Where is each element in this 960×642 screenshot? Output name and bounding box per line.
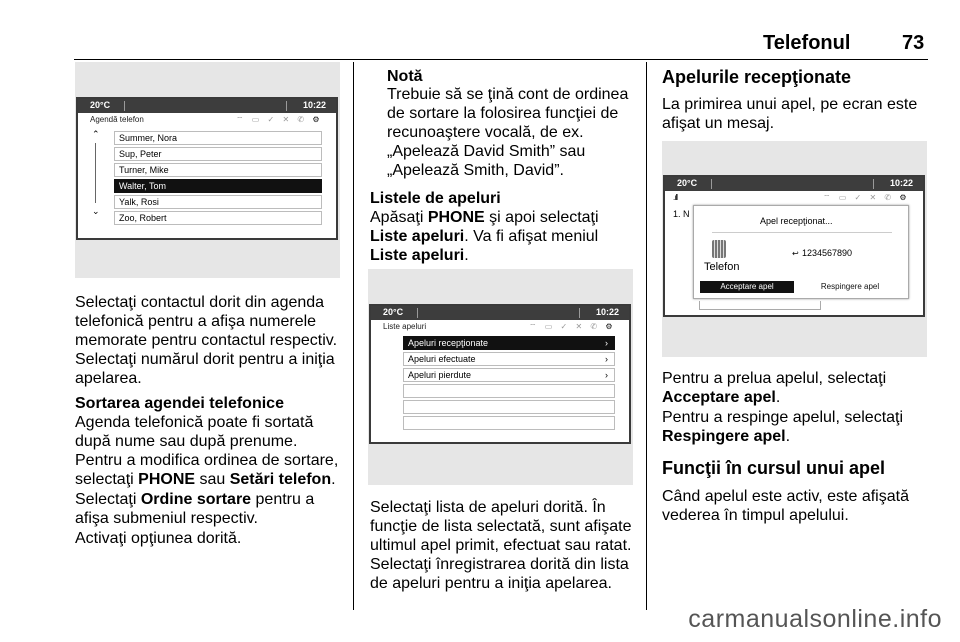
paragraph bbox=[370, 208, 638, 265]
text: Pentru a respinge apelul, selectaţi bbox=[662, 409, 904, 426]
screen-title: Agendă telefon bbox=[90, 115, 144, 124]
paragraph: Selectaţi înregistrarea dorită din lista de apeluri pentru a iniţia apelarea. bbox=[370, 556, 629, 592]
column-divider bbox=[353, 62, 354, 610]
temperature: 20°C bbox=[90, 100, 111, 110]
paragraph bbox=[662, 369, 924, 407]
clock: 10:22 bbox=[595, 307, 619, 317]
button-reference: Acceptare apel bbox=[662, 389, 776, 406]
clock: 10:22 bbox=[889, 178, 913, 188]
text: sau bbox=[195, 471, 230, 488]
note-title: Notă bbox=[387, 68, 423, 85]
text: Apăsaţi bbox=[370, 209, 428, 226]
text: şi apoi selectaţi bbox=[484, 209, 599, 226]
paragraph bbox=[75, 451, 345, 489]
phone-icon bbox=[712, 240, 726, 258]
empty-row bbox=[403, 384, 615, 398]
paragraph: Selectaţi contactul dorit din agenda telefonică pentru a afişa numerele memorate pentru contactul respectiv. bbox=[75, 294, 338, 349]
text: Pentru a modifica ordinea de sortare, selectaţi bbox=[75, 452, 339, 488]
scroll-down-icon[interactable]: ⌄ bbox=[92, 206, 100, 216]
contact-row[interactable]: Summer, Nora bbox=[114, 131, 322, 145]
list-row-stub bbox=[699, 301, 821, 310]
incoming-call-popup bbox=[693, 205, 909, 299]
menu-item-label: Liste apeluri bbox=[370, 228, 465, 245]
text: pentru a afişa submeniul respectiv. bbox=[75, 491, 315, 527]
contact-row[interactable]: Sup, Peter bbox=[114, 147, 322, 161]
call-list-item[interactable] bbox=[403, 352, 615, 366]
temperature: 20°C bbox=[383, 307, 404, 317]
phonebook-screen bbox=[76, 97, 338, 240]
paragraph: Selectaţi lista de apeluri dorită. În funcţie de lista selectată, sunt afişate ultimul apel primit, efectuat sau ratat. bbox=[370, 499, 632, 554]
incoming-call-screen bbox=[663, 175, 925, 317]
caller-number: 1234567890 bbox=[802, 248, 853, 258]
phone-key-label: PHONE bbox=[427, 209, 485, 226]
chevron-right-icon: › bbox=[605, 370, 608, 380]
signal-icon: .ıll bbox=[673, 193, 677, 202]
note-text: Trebuie să se ţină cont de ordinea de sortare la folosirea funcţiei de recunoaştere vocală, de ex. „Apelează David Smith” sau „Apelează Smith, David”. bbox=[387, 86, 629, 179]
text: Selectaţi bbox=[75, 491, 141, 508]
status-icons: ⌔ ▭ ✓ ✕ ✆ ⚙ bbox=[236, 115, 323, 124]
text: . bbox=[785, 428, 791, 445]
paragraph: Agenda telefonică poate fi sortată după nume sau după prenume. bbox=[75, 414, 314, 450]
call-list-label: Apeluri efectuate bbox=[408, 354, 476, 364]
page-number: 73 bbox=[902, 32, 925, 54]
subheading: Listele de apeluri bbox=[370, 190, 501, 207]
watermark: carmanualsonline.info bbox=[688, 605, 942, 633]
paragraph: La primirea unui apel, pe ecran este afişat un mesaj. bbox=[662, 96, 918, 132]
section-heading: Apelurile recepţionate bbox=[662, 67, 852, 87]
accept-call-button[interactable]: Acceptare apel bbox=[700, 281, 794, 293]
contact-row[interactable]: Turner, Mike bbox=[114, 163, 322, 177]
empty-row bbox=[403, 400, 615, 414]
text: Pentru a prelua apelul, selectaţi bbox=[662, 370, 887, 387]
column-divider bbox=[646, 62, 647, 610]
scroll-up-icon[interactable]: ⌃ bbox=[92, 129, 100, 139]
empty-row bbox=[403, 416, 615, 430]
call-list-label: Apeluri recepţionate bbox=[408, 338, 489, 348]
text: . bbox=[775, 389, 781, 406]
clock: 10:22 bbox=[302, 100, 326, 110]
button-reference: Respingere apel bbox=[662, 428, 786, 445]
temperature: 20°C bbox=[677, 178, 698, 188]
header-rule bbox=[74, 59, 928, 60]
paragraph bbox=[75, 490, 340, 528]
contact-row[interactable]: Zoo, Robert bbox=[114, 211, 322, 225]
call-list-label: Apeluri pierdute bbox=[408, 370, 472, 380]
call-list-item[interactable] bbox=[403, 336, 615, 350]
phone-label: Telefon bbox=[704, 261, 740, 273]
incoming-call-icon: ↩ bbox=[792, 249, 799, 258]
call-lists-screen bbox=[369, 304, 631, 444]
text: . bbox=[464, 247, 469, 264]
contact-row[interactable]: Yalk, Rosi bbox=[114, 195, 322, 209]
call-list-prefix: 1. N bbox=[673, 209, 690, 219]
screen-title: Liste apeluri bbox=[383, 322, 427, 331]
status-bar bbox=[78, 99, 336, 113]
paragraph: Activaţi opţiunea dorită. bbox=[75, 530, 242, 547]
paragraph: Când apelul este activ, este afişată vederea în timpul apelului. bbox=[662, 488, 909, 524]
status-bar bbox=[665, 177, 923, 191]
popup-rule bbox=[712, 232, 892, 233]
reject-call-button[interactable]: Respingere apel bbox=[820, 282, 880, 291]
chevron-right-icon: › bbox=[605, 354, 608, 364]
paragraph: Selectaţi numărul dorit pentru a iniţia apelarea. bbox=[75, 351, 335, 387]
text: . bbox=[331, 471, 336, 488]
call-list-item[interactable] bbox=[403, 368, 615, 382]
status-bar bbox=[371, 306, 629, 320]
menu-item-label: Setări telefon bbox=[229, 471, 332, 488]
incoming-call-screenshot-panel bbox=[662, 141, 927, 357]
call-lists-screenshot-panel bbox=[368, 269, 633, 485]
section-heading: Funcţii în cursul unui apel bbox=[662, 458, 886, 478]
section-title: Telefonul bbox=[763, 32, 851, 54]
paragraph bbox=[662, 408, 924, 446]
subheading: Sortarea agendei telefonice bbox=[75, 395, 284, 412]
popup-title: Apel recepţionat... bbox=[760, 216, 833, 226]
menu-item-label: Liste apeluri bbox=[370, 247, 465, 264]
status-icons: ⌔ ▭ ✓ ✕ ✆ ⚙ bbox=[529, 322, 616, 331]
phone-key-label: PHONE bbox=[138, 471, 196, 488]
chevron-right-icon: › bbox=[605, 338, 608, 348]
scrollbar[interactable] bbox=[95, 143, 96, 203]
phonebook-screenshot-panel bbox=[75, 62, 340, 278]
contact-row[interactable]: Walter, Tom bbox=[114, 179, 322, 193]
text: . Va fi afişat meniul bbox=[464, 228, 599, 245]
status-icons: ⌔ ▭ ✓ ✕ ✆ ⚙ bbox=[823, 193, 910, 202]
menu-item-label: Ordine sortare bbox=[140, 491, 252, 508]
